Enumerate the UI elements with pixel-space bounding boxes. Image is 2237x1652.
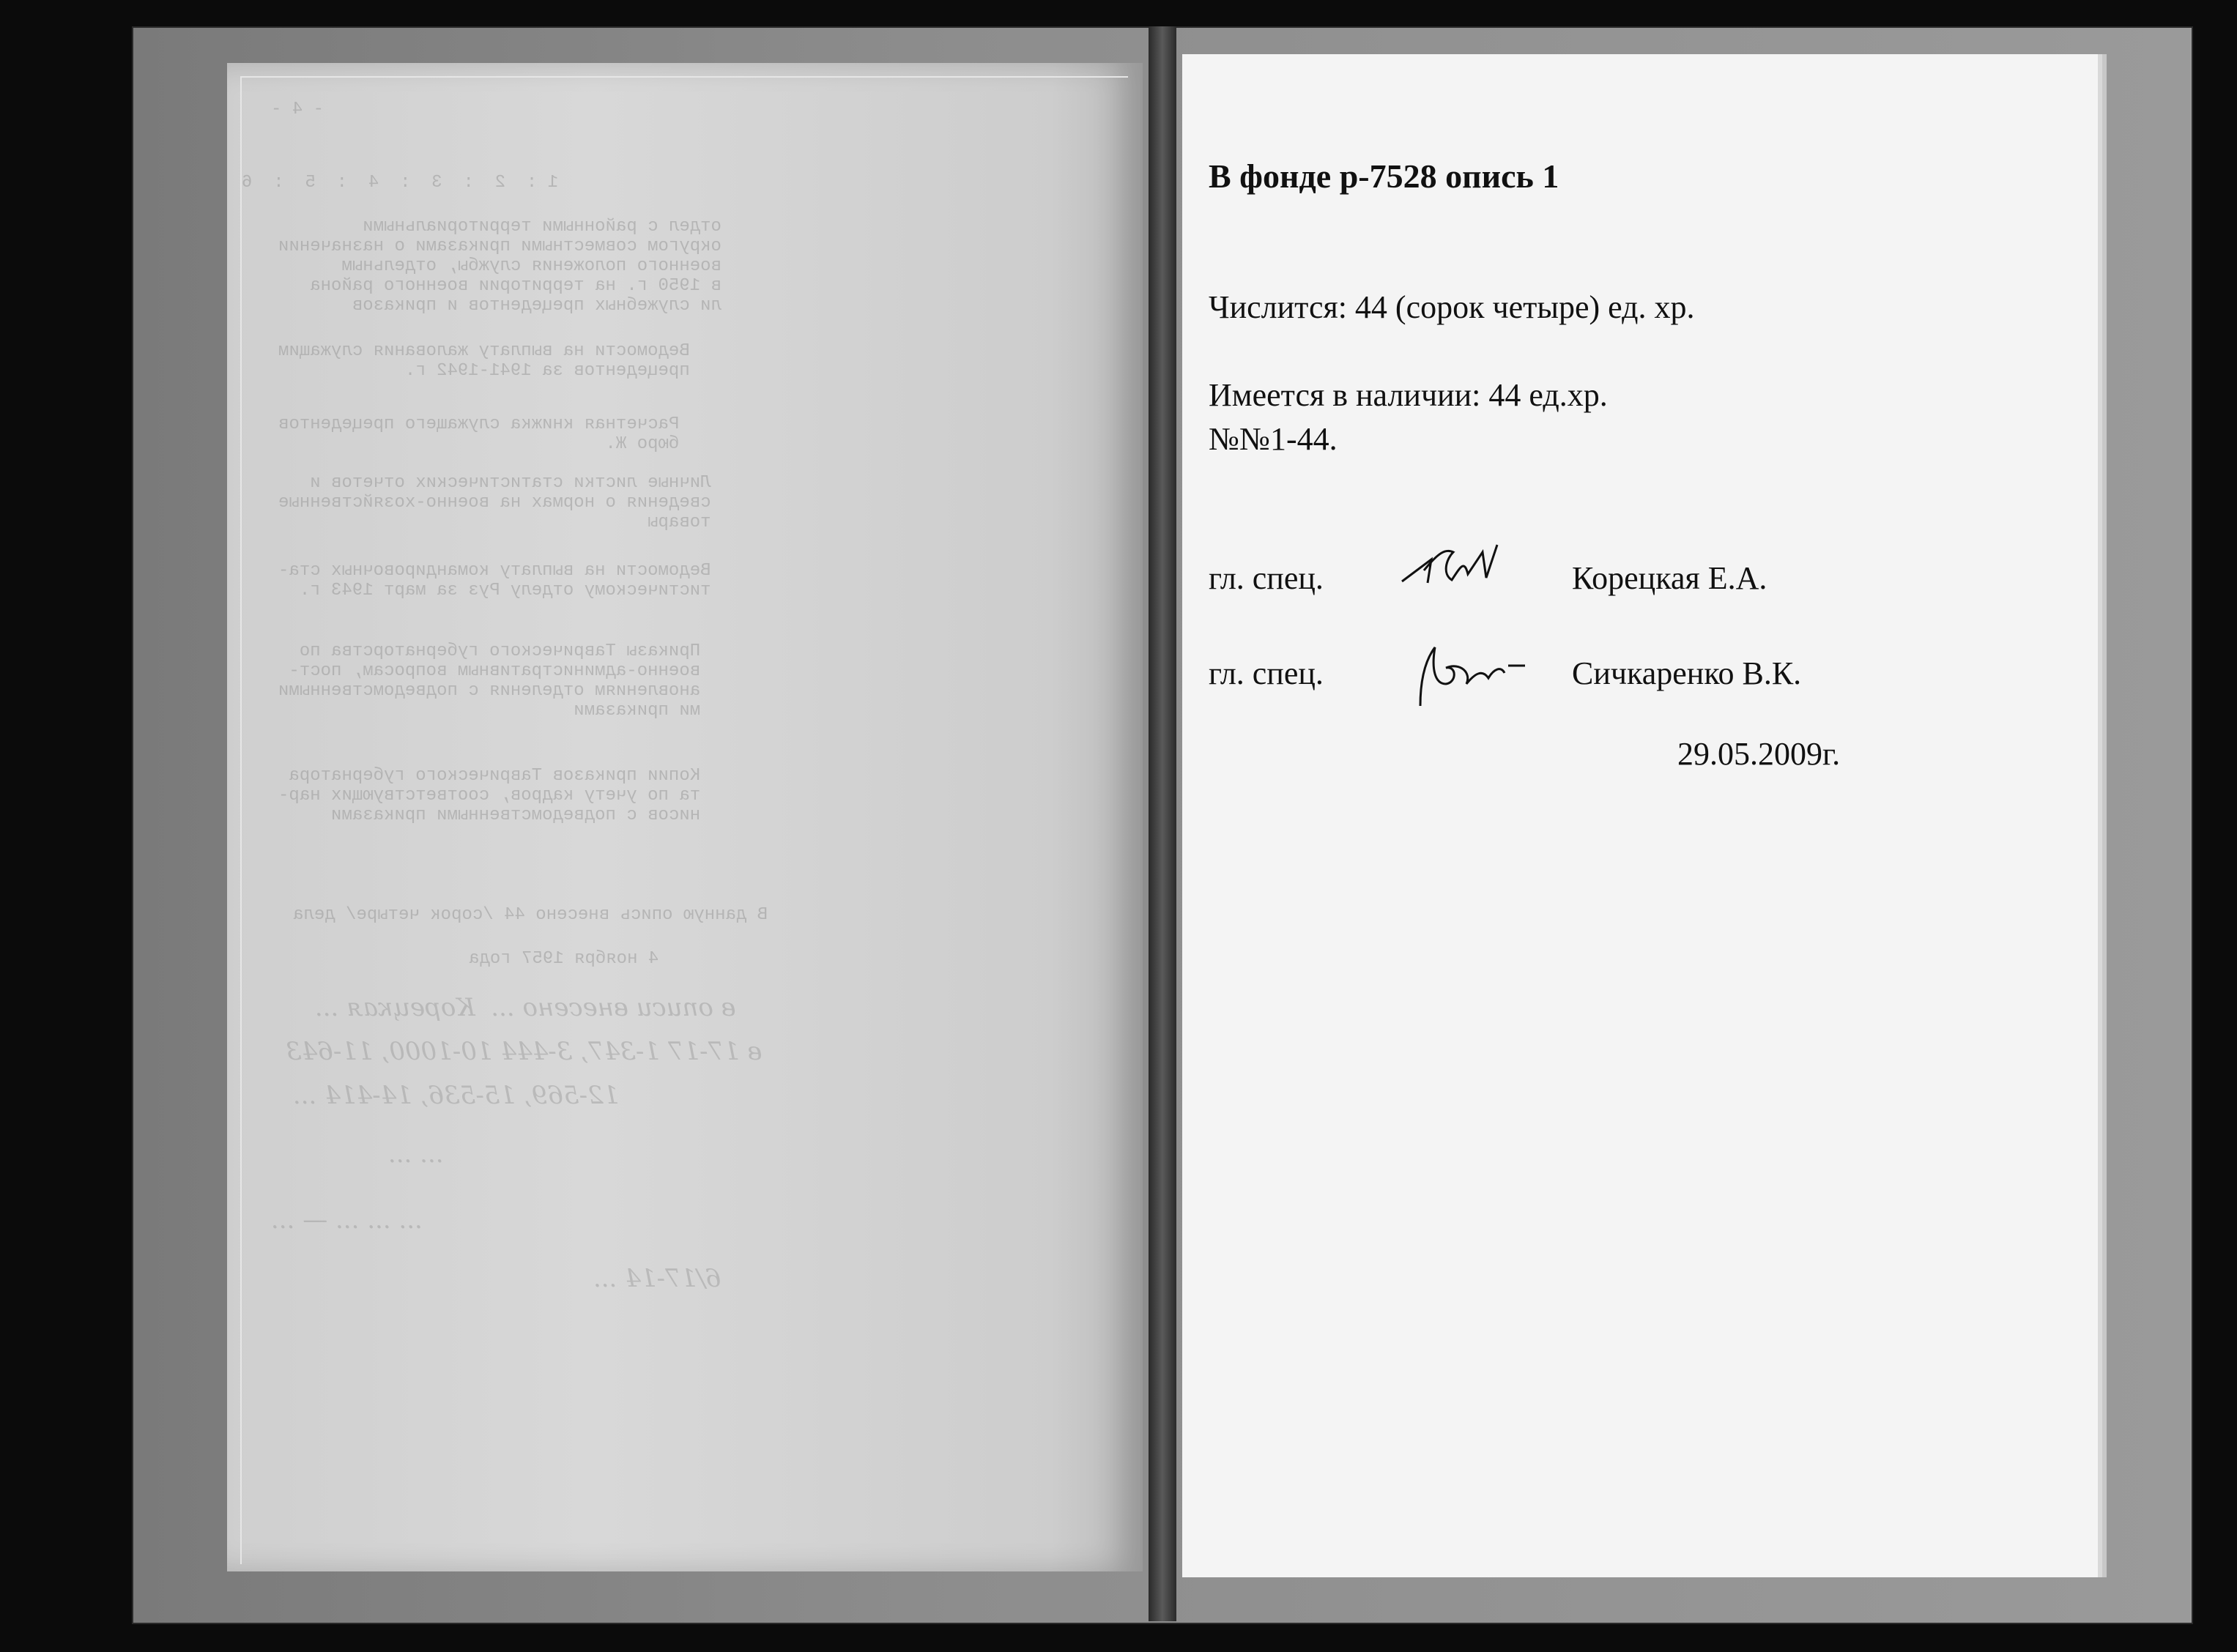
bleed-text-block: Ведомости на выплату жалования служащим прецедентов за 1941-1942 г. bbox=[278, 341, 690, 381]
signatory-name: Сичкаренко В.К. bbox=[1572, 655, 1802, 691]
signatory-role: гл. спец. bbox=[1209, 655, 1324, 691]
bleed-text-block: Копии приказов Таврического губернатора та по учету кадров, соответствующих нар- нисов с подведомственными приказами bbox=[278, 766, 701, 825]
bleed-handwriting: ... ... ... — ... bbox=[271, 1205, 423, 1235]
signatory-name: Корецкая Е.А. bbox=[1572, 560, 1767, 596]
bleed-handwriting: в 17-17 1-347, 3-444 10-1000, 11-643 bbox=[286, 1037, 763, 1066]
bleed-text-block: Ведомости на выплату командировочных ста- тистическому отделу Руз за март 1943 г. bbox=[278, 561, 711, 600]
left-page-bleed-through bbox=[227, 63, 1143, 1571]
signature-2 bbox=[1402, 633, 1526, 713]
bleed-text-block: - 4 - bbox=[271, 100, 324, 119]
book-spine bbox=[1149, 26, 1176, 1621]
bleed-text-block: отдел с районными территориальными округом совместными приказами о назначении военного положения службы, отдельным в 1950 г. на территории военного района ли служебных прецедентов и приказов bbox=[278, 217, 721, 316]
bleed-text-block: Приказы Таврического губернаторства по военно-административным вопросам, пост- ановлениям отделения с подведомственными ми приказами bbox=[278, 641, 701, 721]
fond-heading: В фонде р-7528 опись 1 bbox=[1209, 157, 1559, 195]
certification-page bbox=[1182, 54, 2098, 1577]
bleed-text-block: В данную опись внесено 44 /сорок четыре/ дела bbox=[293, 905, 768, 925]
bleed-handwriting: 6/17-14 ... bbox=[593, 1264, 721, 1293]
bleed-text-block: Расчетная книжка служащего прецедентов бюро Ж. bbox=[278, 414, 680, 454]
signatory-role: гл. спец. bbox=[1209, 560, 1324, 596]
registered-count: Числится: 44 (сорок четыре) ед. хр. bbox=[1209, 289, 1695, 325]
bleed-text-block: 4 ноября 1957 года bbox=[469, 949, 659, 969]
available-count: Имеется в наличии: 44 ед.хр. bbox=[1209, 377, 1608, 413]
bleed-handwriting: в описи внесено ... Корецкая ... bbox=[315, 993, 736, 1022]
bleed-text-block: 1 : 2 : 3 : 4 : 5 : 6 bbox=[242, 173, 559, 193]
bleed-handwriting: 12-569, 15-536, 14-414 ... bbox=[293, 1081, 620, 1110]
item-numbers: №№1-44. bbox=[1209, 421, 1338, 457]
bleed-handwriting: ... ... bbox=[388, 1139, 444, 1169]
signature-1 bbox=[1395, 537, 1505, 596]
bleed-text-block: Личные листки статистических отчетов и сведения о нормах на военно-хозяйственные товары bbox=[278, 473, 711, 532]
certification-date: 29.05.2009г. bbox=[1677, 736, 1841, 772]
